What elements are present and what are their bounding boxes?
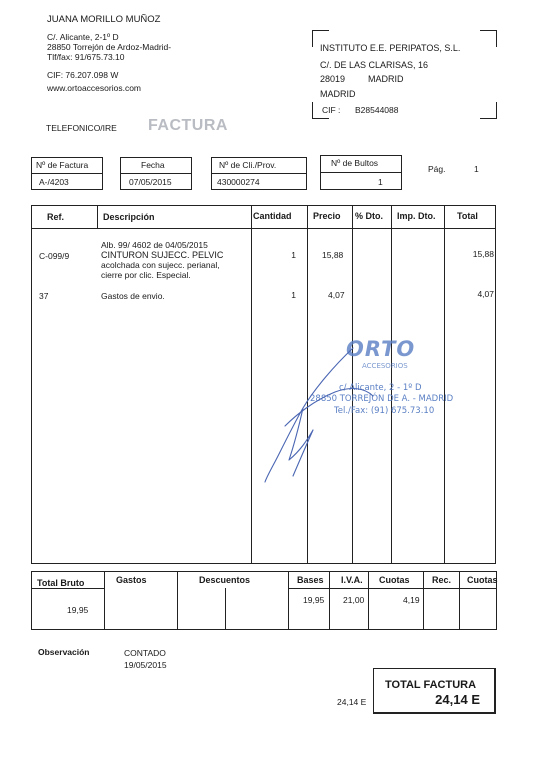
recipient-province: MADRID: [320, 89, 356, 99]
totals-header-bases: Bases: [297, 575, 324, 585]
row-total: 4,07: [477, 289, 494, 299]
observation-date: 19/05/2015: [124, 660, 167, 670]
date-label: Fecha: [141, 160, 165, 170]
grand-total-label: TOTAL FACTURA: [385, 679, 477, 691]
totals-header-rec: Rec.: [432, 575, 452, 585]
stamp-line3: Tel./Fax: (91) 675.73.10: [334, 406, 435, 416]
col-header-desc: Descripción: [103, 212, 155, 222]
totals-header-gross: Total Bruto: [37, 578, 85, 588]
issuer-web: www.ortoaccesorios.com: [47, 83, 142, 93]
recipient-cif-value: B28544088: [355, 105, 399, 115]
col-header-imp-dto: Imp. Dto.: [397, 211, 436, 221]
observation-label: Observación: [38, 647, 90, 657]
totals-table: [31, 571, 497, 630]
client-number: 430000274: [217, 177, 260, 187]
stamp-logo-sub: ACCESORIOS: [362, 362, 408, 370]
row-ref: 37: [39, 291, 49, 301]
totals-header-iva: I.V.A.: [341, 575, 363, 585]
invoice-number: A-/4203: [39, 177, 69, 187]
col-header-ref: Ref.: [47, 212, 65, 222]
page-label: Pág.: [428, 164, 446, 174]
row-qty: 1: [291, 250, 296, 260]
invoice-date: 07/05/2015: [129, 177, 172, 187]
issuer-address2: 28850 Torrejón de Ardoz-Madrid-: [47, 42, 172, 52]
row-price: 4,07: [328, 290, 345, 300]
row-price: 15,88: [322, 250, 344, 260]
client-label: Nº de Cli./Prov.: [219, 160, 277, 170]
total-gross: 19,95: [67, 605, 89, 615]
recipient-name: INSTITUTO E.E. PERIPATOS, S.L.: [320, 43, 461, 53]
page-number: 1: [474, 164, 479, 174]
issuer-address1: C/. Alicante, 2-1º D: [47, 32, 119, 42]
recipient-city: MADRID: [368, 74, 404, 84]
payment-method: CONTADO: [124, 648, 166, 658]
col-header-qty: Cantidad: [253, 211, 292, 221]
signature: [255, 330, 405, 490]
row-desc-line: acolchada con sujecc. perianal,: [101, 260, 220, 270]
total-bases: 19,95: [303, 595, 325, 605]
totals-header-descuentos: Descuentos: [199, 575, 251, 585]
recipient-cif-label: CIF :: [322, 105, 341, 115]
total-cuotas: 4,19: [403, 595, 420, 605]
recipient-postal: 28019: [320, 74, 346, 84]
issuer-cif: CIF: 76.207.098 W: [47, 70, 119, 80]
stamp-line1: c/ Alicante, 2 - 1º D: [339, 383, 422, 393]
row-desc-line: CINTURON SUJECC. PELVIC: [101, 250, 224, 260]
grand-total-value: 24,14 E: [435, 692, 480, 707]
totals-header-gastos: Gastos: [116, 575, 147, 585]
bultos-label: Nº de Bultos: [331, 158, 379, 168]
row-desc-line: cierre por clic. Especial.: [101, 270, 191, 280]
grand-total-side: 24,14 E: [337, 697, 367, 707]
row-desc-line: Gastos de envio.: [101, 291, 165, 301]
totals-header-cuotas2: Cuotas: [467, 575, 498, 585]
row-total: 15,88: [472, 249, 494, 259]
col-header-total: Total: [457, 211, 478, 221]
stamp-line2: 28850 TORREJÓN DE A. - MADRID: [310, 394, 454, 404]
col-header-dto: % Dto.: [355, 211, 383, 221]
stamp-logo: ORTO: [346, 337, 416, 361]
order-channel: TELEFONICO/IRE: [46, 123, 117, 133]
invoice-number-label: Nº de Factura: [36, 160, 89, 170]
issuer-phone: Tlf/fax: 91/675.73.10: [47, 52, 125, 62]
bultos-count: 1: [378, 177, 383, 187]
row-ref: C-099/9: [39, 251, 70, 261]
row-qty: 1: [291, 290, 296, 300]
totals-header-cuotas: Cuotas: [379, 575, 410, 585]
col-header-price: Precio: [313, 211, 341, 221]
page-title: FACTURA: [148, 117, 228, 134]
row-desc-line: Alb. 99/ 4602 de 04/05/2015: [101, 240, 208, 250]
recipient-street: C/. DE LAS CLARISAS, 16: [320, 60, 429, 70]
total-iva: 21,00: [343, 595, 365, 605]
grand-total-box: [373, 668, 496, 714]
issuer-name: JUANA MORILLO MUÑOZ: [47, 14, 161, 25]
